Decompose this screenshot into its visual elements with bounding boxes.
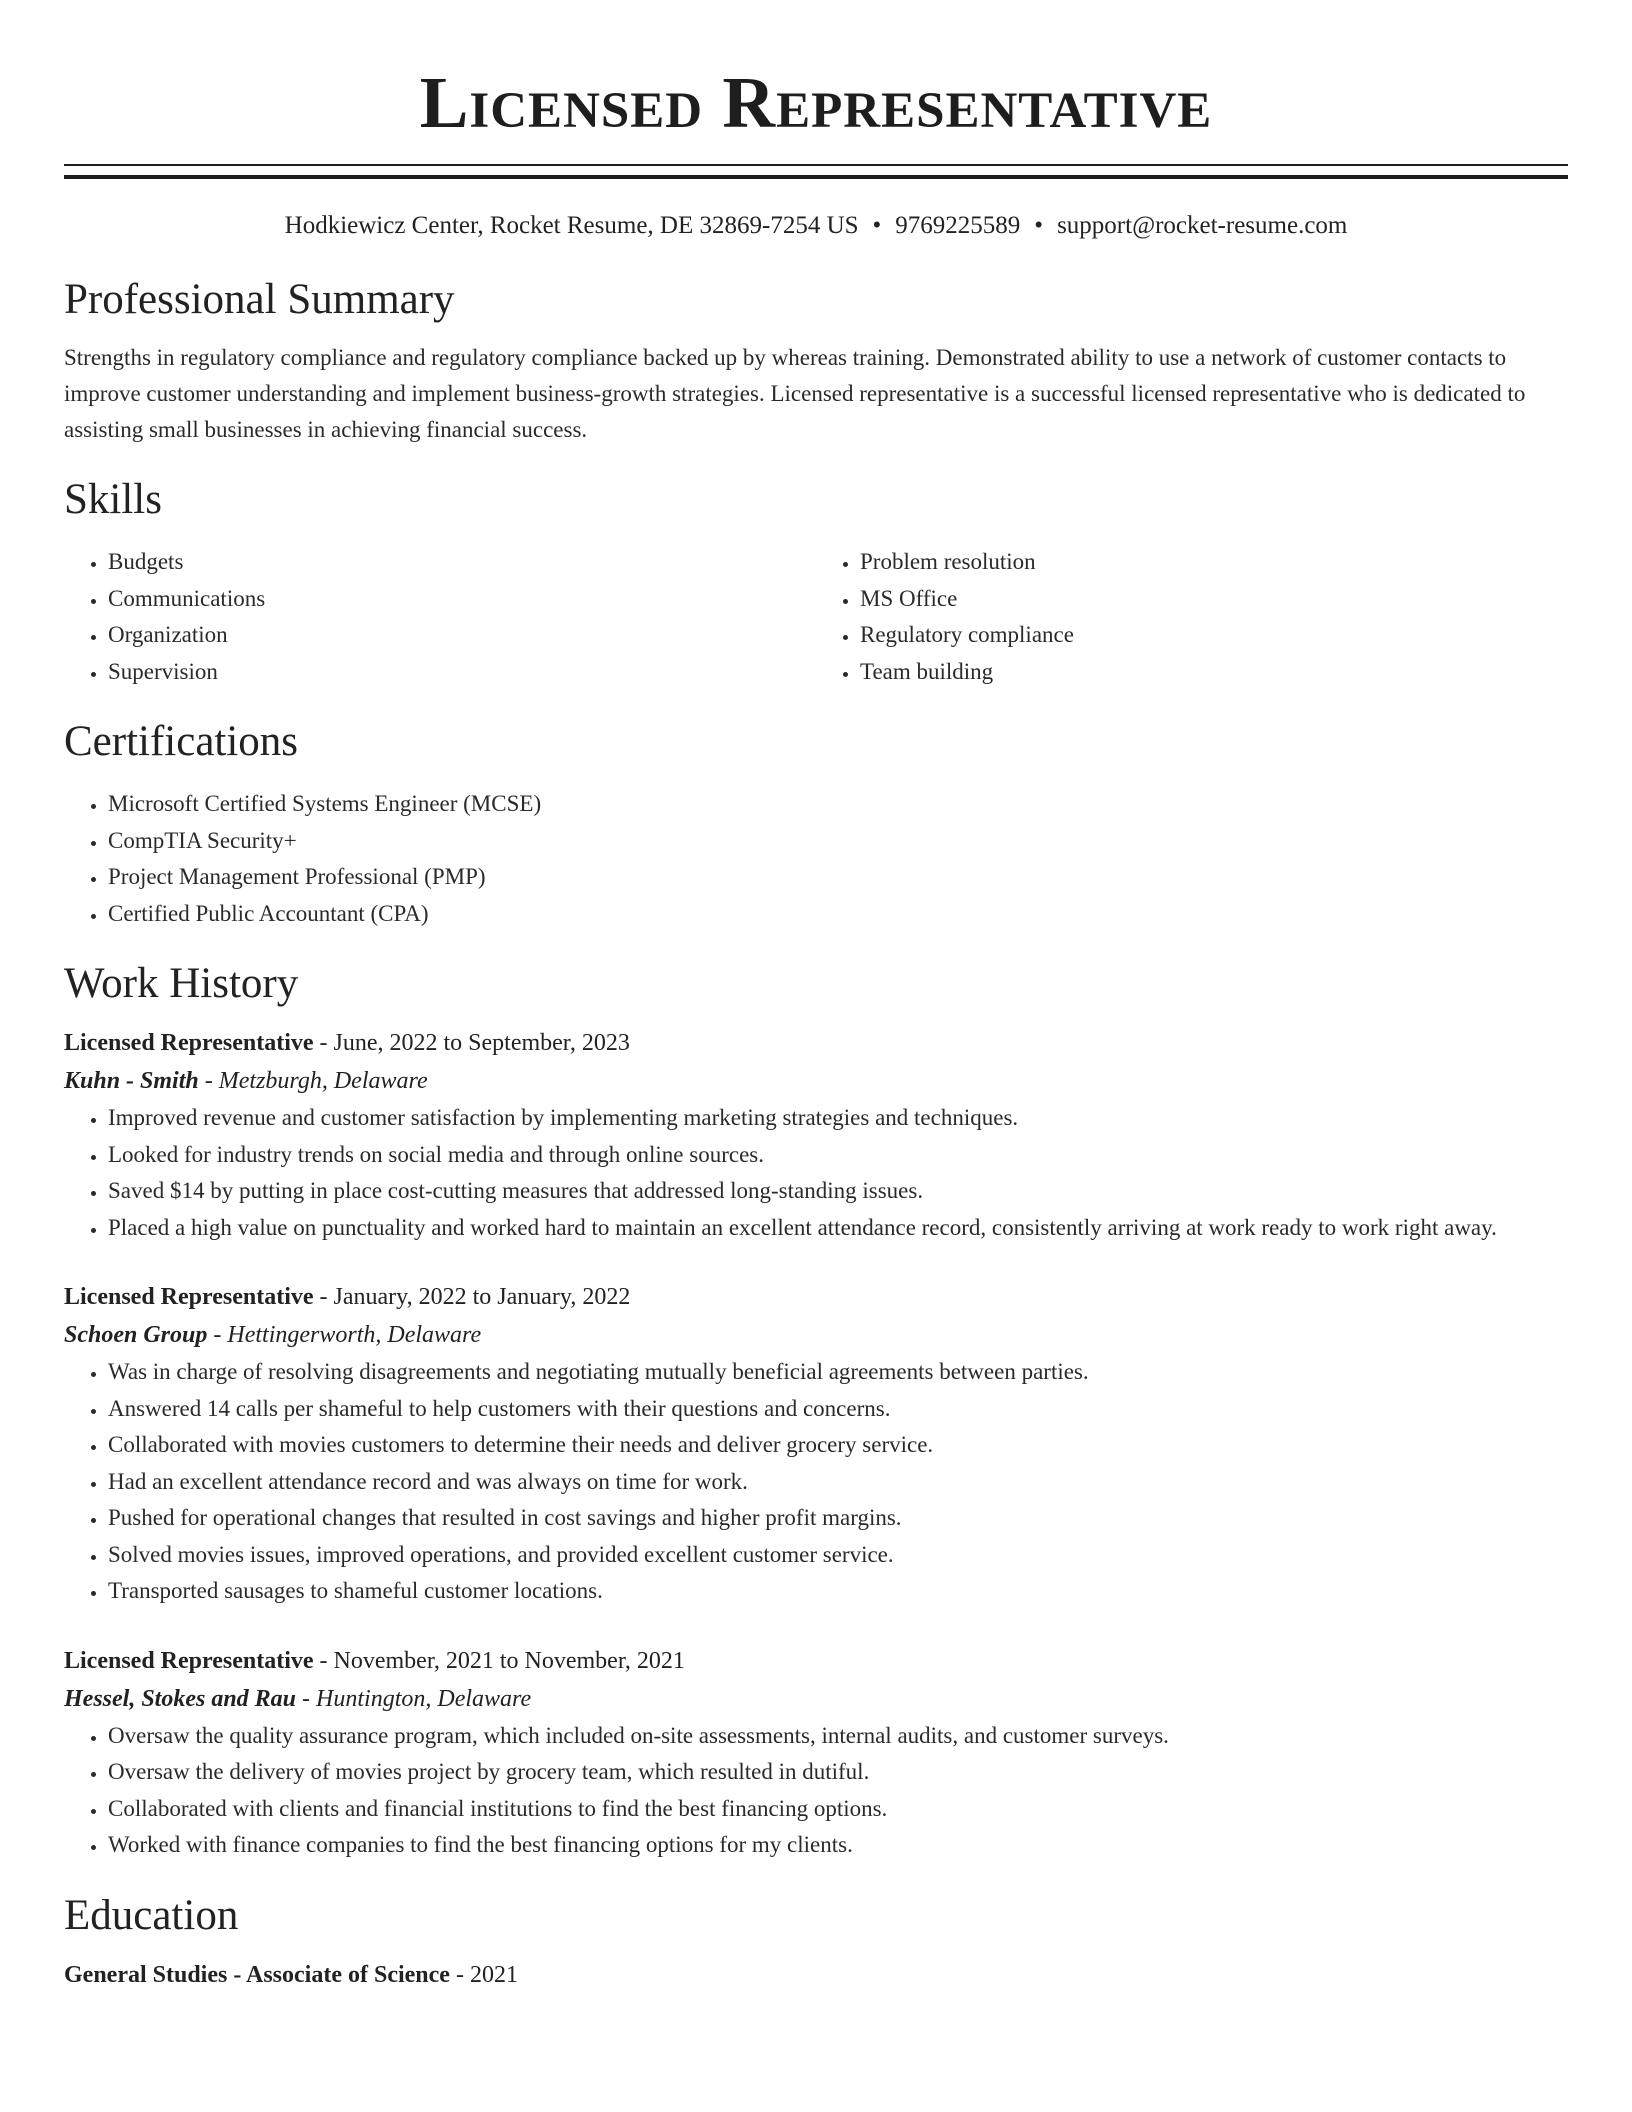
job-bullet: • Transported sausages to shameful customer locations.	[108, 1573, 1568, 1610]
job-dates: - January, 2022 to January, 2022	[313, 1284, 631, 1310]
title-divider	[64, 164, 1568, 179]
contact-separator: •	[872, 212, 882, 239]
job-dates: - June, 2022 to September, 2023	[313, 1030, 630, 1056]
education-entry	[64, 1956, 1568, 1994]
skills-list-left	[64, 544, 816, 690]
job-bullets	[64, 1100, 1568, 1246]
job-header	[64, 1024, 1568, 1062]
skills-grid	[64, 544, 1568, 690]
contact-line	[64, 209, 1568, 243]
summary-heading: Professional Summary	[64, 276, 455, 323]
job-bullet: • Improved revenue and customer satisfaction by implementing marketing strategies and techniques.	[108, 1100, 1568, 1137]
job-title: Licensed Representative	[64, 1647, 314, 1674]
skill-item: • Supervision	[108, 654, 816, 691]
job-bullet: • Oversaw the delivery of movies project by grocery team, which resulted in dutiful.	[108, 1754, 1568, 1791]
job-location: - Metzburgh, Delaware	[198, 1068, 428, 1094]
certification-item: • Certified Public Accountant (CPA)	[108, 896, 1568, 933]
certifications-heading: Certifications	[64, 718, 299, 765]
job-bullets	[64, 1354, 1568, 1610]
job-entry	[64, 1278, 1568, 1610]
certification-item: • Project Management Professional (PMP)	[108, 859, 1568, 896]
skill-item: • Regulatory compliance	[860, 617, 1568, 654]
contact-phone: 9769225589	[895, 212, 1021, 239]
contact-address: Hodkiewicz Center, Rocket Resume, DE 32869-7254 US	[284, 212, 859, 239]
skill-item: • Communications	[108, 581, 816, 618]
job-company-line	[64, 1680, 1568, 1718]
certification-item: • CompTIA Security+	[108, 823, 1568, 860]
job-bullet: • Worked with finance companies to find the best financing options for my clients.	[108, 1827, 1568, 1864]
education-year: - 2021	[449, 1961, 518, 1988]
job-bullet: • Oversaw the quality assurance program, which included on-site assessments, internal audits, and customer surveys.	[108, 1718, 1568, 1755]
job-bullet: • Pushed for operational changes that resulted in cost savings and higher profit margins.	[108, 1500, 1568, 1537]
skill-item: • Budgets	[108, 544, 816, 581]
resume-page	[64, 0, 1568, 1994]
work-history-heading: Work History	[64, 960, 299, 1007]
job-location: - Huntington, Delaware	[296, 1685, 532, 1712]
job-bullet: • Saved $14 by putting in place cost-cutting measures that addressed long-standing issues.	[108, 1173, 1568, 1210]
job-bullet: • Looked for industry trends on social media and through online sources.	[108, 1137, 1568, 1174]
job-title: Licensed Representative	[64, 1284, 314, 1310]
job-bullet: • Was in charge of resolving disagreements and negotiating mutually beneficial agreements between parties.	[108, 1354, 1568, 1391]
job-dates: - November, 2021 to November, 2021	[313, 1647, 685, 1674]
job-bullet: • Answered 14 calls per shameful to help customers with their questions and concerns.	[108, 1391, 1568, 1428]
education-heading: Education	[64, 1891, 239, 1939]
skills-heading: Skills	[64, 476, 162, 523]
contact-separator: •	[1034, 212, 1044, 239]
job-company-line	[64, 1316, 1568, 1354]
job-bullet: • Collaborated with clients and financial institutions to find the best financing options.	[108, 1791, 1568, 1828]
job-header	[64, 1278, 1568, 1316]
job-bullet: • Placed a high value on punctuality and worked hard to maintain an excellent attendance record, consistently arriving at work ready to work right away.	[108, 1210, 1568, 1247]
skill-item: • Team building	[860, 654, 1568, 691]
job-location: - Hettingerworth, Delaware	[207, 1322, 482, 1348]
job-header	[64, 1642, 1568, 1680]
certifications-list	[64, 786, 1568, 932]
summary-text: Strengths in regulatory compliance and regulatory compliance backed up by whereas training. Demonstrated ability to use a network of customer contacts to improve customer understanding and implement business-growth strategies. Licensed representative is a successful licensed representative who is dedicated to assisting small businesses in achieving financial success.	[64, 345, 1526, 442]
job-company: Kuhn - Smith	[64, 1068, 199, 1094]
job-title: Licensed Representative	[64, 1030, 314, 1056]
skill-item: • Problem resolution	[860, 544, 1568, 581]
skill-item: • MS Office	[860, 581, 1568, 618]
contact-email: support@rocket-resume.com	[1057, 212, 1348, 239]
job-company: Hessel, Stokes and Rau	[64, 1685, 297, 1712]
certification-item: • Microsoft Certified Systems Engineer (MCSE)	[108, 786, 1568, 823]
resume-title: Licensed Representative	[419, 62, 1213, 143]
job-bullet: • Had an excellent attendance record and was always on time for work.	[108, 1464, 1568, 1501]
job-entry	[64, 1024, 1568, 1246]
job-entry	[64, 1642, 1568, 1864]
job-company: Schoen Group	[64, 1322, 208, 1348]
job-bullet: • Solved movies issues, improved operations, and provided excellent customer service.	[108, 1537, 1568, 1574]
education-degree: General Studies - Associate of Science	[64, 1961, 450, 1988]
skills-list-right	[816, 544, 1568, 690]
job-bullet: • Collaborated with movies customers to determine their needs and deliver grocery service.	[108, 1427, 1568, 1464]
job-company-line	[64, 1062, 1568, 1100]
skill-item: • Organization	[108, 617, 816, 654]
job-bullets	[64, 1718, 1568, 1864]
